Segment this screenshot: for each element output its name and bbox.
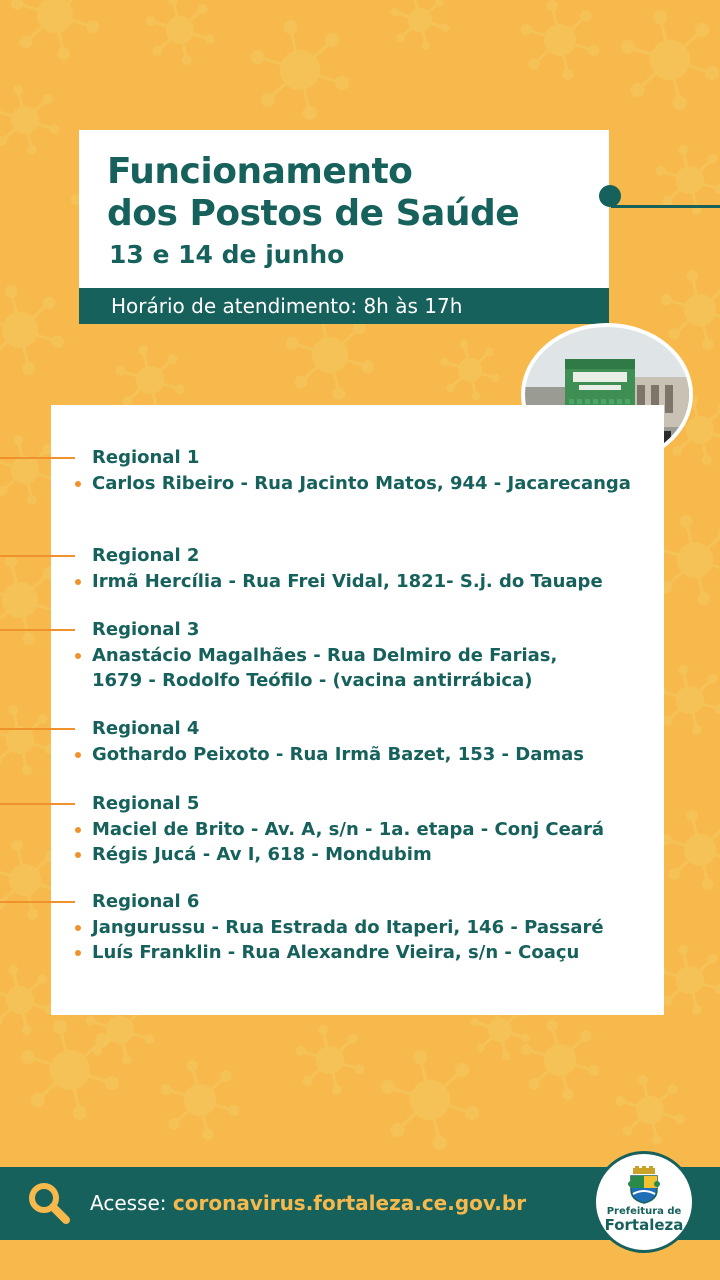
virus-icon (621, 10, 719, 110)
region-heading: Regional 2 (92, 545, 200, 566)
logo-text-line2: Fortaleza (604, 1216, 684, 1234)
virus-icon (521, 1020, 599, 1100)
bullet-icon (75, 925, 81, 931)
footer-access-text (90, 1189, 526, 1217)
region-heading: Regional 3 (92, 619, 200, 640)
list-item (92, 643, 592, 693)
region-marker-line (0, 803, 75, 805)
bullet-icon (75, 653, 81, 659)
region-heading: Regional 6 (92, 891, 200, 912)
region-marker-line (0, 457, 75, 459)
bullet-icon (75, 827, 81, 833)
list-item (92, 569, 652, 594)
virus-icon (521, 0, 599, 80)
bullet-icon (75, 752, 81, 758)
region-marker-line (0, 555, 75, 557)
region-marker-line (0, 901, 75, 903)
title-connector-line (611, 205, 720, 208)
health-post-entry: Gothardo Peixoto - Rua Irmã Bazet, 153 - Damas (92, 744, 584, 765)
list-item (92, 940, 652, 965)
logo-text-line1: Prefeitura de (606, 1206, 682, 1217)
date-subtitle: 13 e 14 de junho (109, 240, 345, 269)
health-post-entry: Irmã Hercília - Rua Frei Vidal, 1821- S.j. do Tauape (92, 571, 603, 592)
bullet-icon (75, 950, 81, 956)
region-heading: Regional 5 (92, 793, 200, 814)
health-post-entry: Maciel de Brito - Av. A, s/n - 1a. etapa - Conj Ceará (92, 819, 604, 840)
virus-icon (661, 810, 720, 890)
virus-icon (11, 0, 99, 60)
virus-icon (0, 965, 54, 1035)
health-post-entry: Luís Franklin - Rua Alexandre Vieira, s/n - Coaçu (92, 942, 580, 963)
health-post-entry: Jangurussu - Rua Estrada do Itaperi, 146 - Passaré (92, 917, 604, 938)
virus-icon (656, 665, 720, 735)
hours-banner: Horário de atendimento: 8h às 17h (79, 288, 609, 324)
page-title-line2: dos Postos de Saúde (107, 193, 520, 234)
virus-icon (661, 270, 720, 350)
bullet-icon (75, 852, 81, 858)
list-item (92, 915, 652, 940)
city-crest-icon (627, 1166, 661, 1204)
list-item (92, 742, 652, 767)
prefeitura-logo (593, 1151, 695, 1253)
list-item (92, 817, 652, 842)
title-card (79, 130, 609, 288)
virus-icon (0, 285, 64, 375)
website-link[interactable]: coronavirus.fortaleza.ce.gov.br (172, 1191, 527, 1215)
bullet-icon (75, 481, 81, 487)
health-posts-list (51, 405, 664, 1015)
virus-icon (391, 0, 450, 50)
virus-icon (0, 705, 54, 775)
virus-icon (0, 85, 59, 155)
virus-icon (146, 0, 215, 65)
search-icon (26, 1180, 72, 1226)
footer-prefix: Acesse: (90, 1191, 167, 1215)
region-heading: Regional 4 (92, 718, 200, 739)
virus-icon (381, 1050, 479, 1150)
virus-icon (616, 1075, 685, 1145)
region-marker-line (0, 629, 75, 631)
region-heading: Regional 1 (92, 447, 200, 468)
virus-icon (296, 1025, 365, 1095)
list-item (92, 471, 652, 496)
bullet-icon (75, 579, 81, 585)
health-post-entry: Anastácio Magalhães - Rua Delmiro de Farias, 1679 - Rodolfo Teófilo - (vacina antirrábica) (92, 645, 558, 691)
virus-icon (161, 1060, 239, 1140)
virus-icon (656, 945, 720, 1015)
list-item (92, 842, 652, 867)
title-connector-dot (599, 185, 621, 207)
region-marker-line (0, 728, 75, 730)
page-title-line1: Funcionamento (107, 151, 413, 192)
virus-icon (441, 340, 500, 400)
virus-icon (21, 1020, 119, 1120)
health-post-entry: Carlos Ribeiro - Rua Jacinto Matos, 944 - Jacarecanga (92, 473, 631, 494)
health-post-entry: Régis Jucá - Av I, 618 - Mondubim (92, 844, 432, 865)
virus-icon (251, 20, 349, 120)
